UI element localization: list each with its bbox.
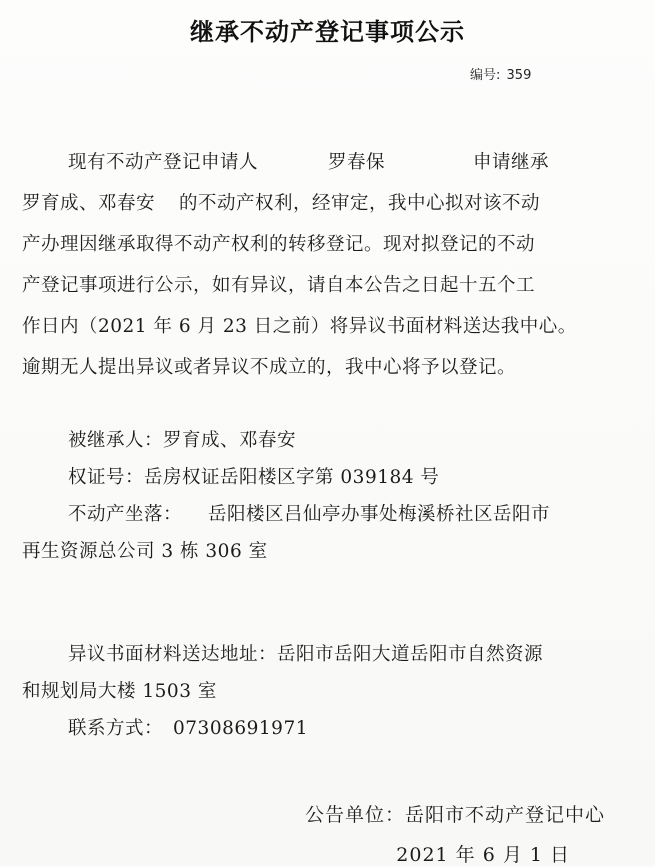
paragraph-line-5: 作日内（2021 年 6 月 23 日之前）将异议书面材料送达我中心。 [22,316,577,337]
location-value-2: 再生资源总公司 3 栋 306 室 [22,541,268,562]
paragraph-line-2 [22,183,634,224]
location-label: 不动产坐落： [68,504,183,525]
decedent-row [22,422,634,459]
issuer-label: 公告单位： [304,804,405,826]
certificate-value: 岳房权证岳阳楼区字第 039184 号 [144,467,440,488]
applicant-name: 罗春保 [328,152,386,173]
document-title: 继承不动产登记事项公示 [190,18,465,46]
document-number-label: 编号: [470,68,501,83]
document-number [470,64,531,83]
issuer-value: 岳阳市不动产登记中心 [404,804,605,826]
contact-value: 07308691971 [173,718,308,739]
property-details [22,422,634,570]
location-row [22,496,634,533]
issue-date: 2021 年 6 月 1 日 [396,844,570,866]
paragraph-line-1 [22,142,634,183]
paragraph-line-2-text: 的不动产权利，经审定，我中心拟对该不动 [179,193,541,214]
objection-row [22,636,634,673]
contact-row [22,710,634,747]
objection-value-1: 岳阳市岳阳大道岳阳市自然资源 [277,644,544,665]
decedent-value: 罗育成、邓春安 [163,430,297,451]
contact-label: 联系方式： [68,718,164,739]
paragraph-line-4: 产登记事项进行公示，如有异议，请自本公告之日起十五个工 [22,275,536,296]
certificate-label: 权证号： [68,467,145,488]
objection-label: 异议书面材料送达地址： [68,644,278,665]
issuer-line [305,800,605,827]
apply-inherit-text: 申请继承 [473,152,550,173]
applicant-intro: 现有不动产登记申请人 [68,152,259,173]
decedent-names-inline: 罗育成、邓春安 [22,193,156,214]
certificate-row [22,459,634,496]
objection-value-2: 和规划局大楼 1503 室 [22,681,217,702]
objection-row-cont [22,673,634,710]
location-row-cont [22,533,634,570]
document-number-value: 359 [506,68,532,83]
notice-paragraph [22,142,634,388]
objection-details [22,636,634,747]
paragraph-line-3: 产办理因继承取得不动产权利的转移登记。现对拟登记的不动 [22,234,536,255]
decedent-label: 被继承人： [68,430,164,451]
paragraph-line-6: 逾期无人提出异议或者异议不成立的，我中心将予以登记。 [22,357,517,378]
location-value-1: 岳阳楼区吕仙亭办事处梅溪桥社区岳阳市 [208,504,551,525]
